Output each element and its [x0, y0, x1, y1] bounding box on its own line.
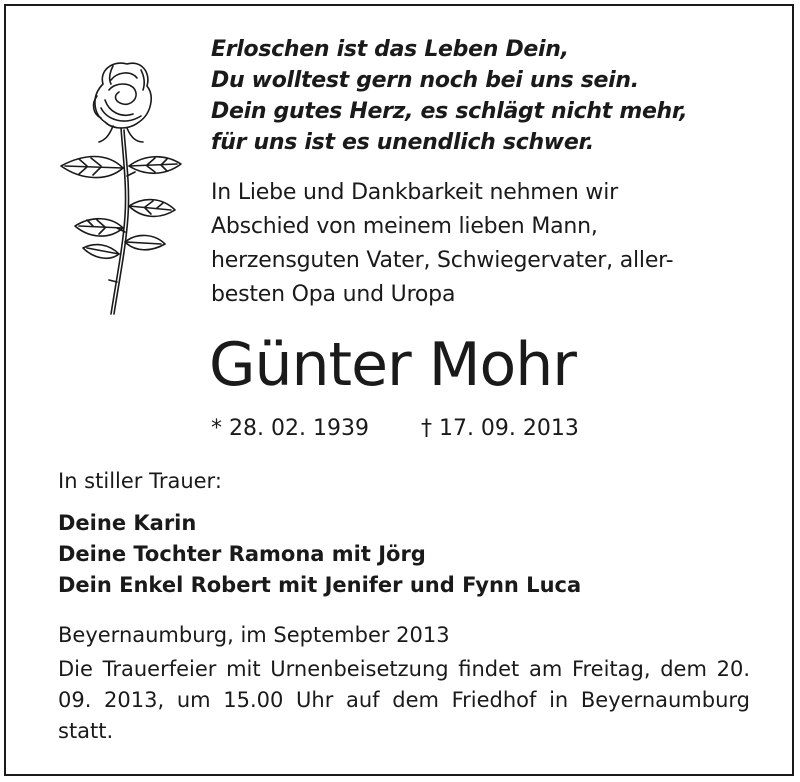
- rose-icon: [51, 56, 186, 321]
- poem-line: Dein gutes Herz, es schlägt nicht mehr,: [211, 99, 688, 124]
- intro-line: In Liebe und Dankbarkeit nehmen wir: [211, 180, 618, 205]
- mourners-list: [58, 508, 581, 601]
- life-dates: [211, 414, 579, 444]
- deceased-name: Günter Mohr: [209, 330, 576, 400]
- obituary-frame: [4, 4, 794, 776]
- poem: [211, 34, 771, 158]
- intro-line: besten Opa und Uropa: [211, 282, 456, 307]
- service-notice: Die Trauerfeier mit Urnenbeisetzung findet am Freitag, dem 20. 09. 2013, um 15.00 Uhr auf dem Friedhof in Beyernaumburg statt.: [58, 657, 750, 743]
- mourner: Deine Karin: [58, 511, 197, 535]
- poem-line: Erloschen ist das Leben Dein,: [211, 37, 569, 62]
- mourner: Deine Tochter Ramona mit Jörg: [58, 542, 426, 566]
- birth-date: * 28. 02. 1939: [211, 416, 369, 441]
- place-date: Beyernaumburg, im September 2013: [58, 623, 450, 647]
- intro-line: Abschied von meinem lieben Mann,: [211, 214, 598, 239]
- mourning-label: In stiller Trauer:: [58, 469, 222, 493]
- death-date: † 17. 09. 2013: [420, 416, 579, 441]
- mourner: Dein Enkel Robert mit Jenifer und Fynn Luca: [58, 573, 582, 597]
- poem-line: Du wolltest gern noch bei uns sein.: [211, 68, 639, 93]
- intro-line: herzensguten Vater, Schwiegervater, aller-: [211, 248, 674, 273]
- intro-text: [211, 176, 749, 312]
- poem-line: für uns ist es unendlich schwer.: [211, 130, 594, 155]
